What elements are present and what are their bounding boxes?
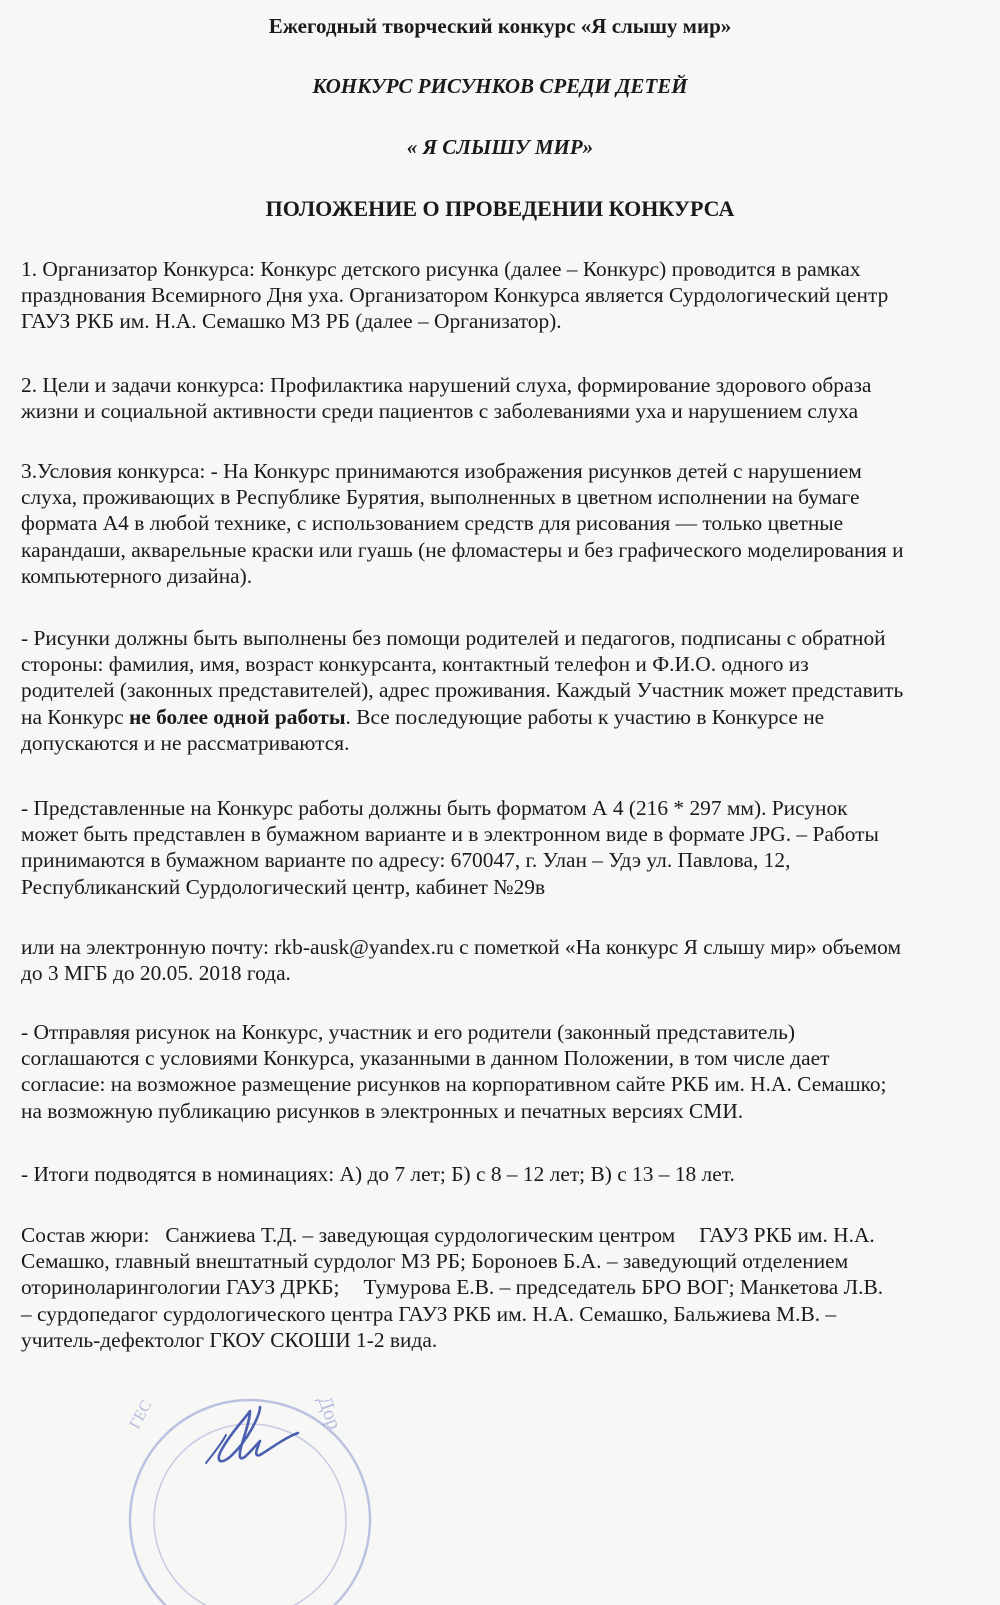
paragraph-line: или на электронную почту: rkb-ausk@yandex.ru с пометкой «На конкурс Я слышу мир» объемом (21, 935, 902, 959)
paragraph-line: может быть представлен в бумажном варианте и в электронном виде в формате JPG. – Работы (21, 822, 879, 847)
official-stamp (110, 1345, 450, 1605)
line-text: оториноларингологии ГАУЗ ДРКБ; (21, 1275, 340, 1300)
paragraph-line: компьютерного дизайна). (21, 563, 253, 588)
line-text: Санжиева Т.Д. – заведующая сурдологическим центром (165, 1223, 676, 1247)
paragraph-line: допускаются и не рассматриваются. (21, 730, 350, 755)
paragraph-line (21, 704, 1000, 730)
paragraph-line: стороны: фамилия, имя, возраст конкурсанта, контактный телефон и Ф.И.О. одного из (21, 652, 809, 677)
line-text: Тумурова Е.В. – председатель БРО ВОГ; Манкетова Л.В. (363, 1275, 884, 1300)
line-text: . Все последующие работы к участию в Конкурсе не (345, 704, 825, 729)
drawing-contest-heading: КОНКУРС РИСУНКОВ СРЕДИ ДЕТЕЙ (312, 74, 688, 98)
paragraph-line: формата А4 в любой технике, с использованием средств для рисования — только цветные (21, 511, 844, 536)
organizer-paragraph (21, 256, 1000, 335)
paragraph-line: согласие: на возможное размещение рисунков на корпоративном сайте РКБ им. Н.А. Семашко; (21, 1072, 887, 1097)
conditions-paragraph (21, 458, 1000, 589)
paragraph-line: родителей (законных представителей), адрес проживания. Каждый Участник может представить (21, 678, 904, 703)
paragraph-line: – сурдопедагог сурдологического центра ГАУЗ РКБ им. Н.А. Семашко, Бальжиева М.В. – (21, 1301, 837, 1326)
slogan-heading: « Я СЛЫШУ МИР» (406, 135, 594, 159)
jury-paragraph (21, 1222, 1000, 1353)
stamp-text-fragment: Дор (313, 1393, 346, 1433)
paragraph-line: - Итоги подводятся в номинациях: А) до 7 лет; Б) с 8 – 12 лет; В) с 13 – 18 лет. (21, 1162, 735, 1186)
paragraph-line: соглашаются с условиями Конкурса, указанными в данном Положении, в том числе дает (21, 1046, 830, 1071)
stamp-text-fragment: ГЕС (126, 1397, 156, 1432)
emphasis-text: не более одной работы (128, 704, 346, 729)
paragraph-line (21, 1274, 1000, 1300)
jury-label: Состав жюри: (21, 1223, 150, 1247)
paragraph-line: ГАУЗ РКБ им. Н.А. Семашко МЗ РБ (далее – Организатор). (21, 309, 562, 334)
goals-paragraph (21, 372, 1000, 424)
paragraph-line: празднования Всемирного Дня уха. Организатором Конкурса является Сурдологический центр (21, 283, 889, 308)
paragraph-line: 1. Организатор Конкурса: Конкурс детского рисунка (далее – Конкурс) проводится в рамках (21, 257, 861, 281)
paragraph-line: Республиканский Сурдологический центр, кабинет №29в (21, 874, 546, 899)
line-text: ГАУЗ РКБ им. Н.А. (699, 1223, 875, 1247)
signature (219, 1407, 298, 1461)
paragraph-line: учитель-дефектолог ГКОУ СКОШИ 1-2 вида. (21, 1327, 438, 1352)
results-paragraph (21, 1161, 1000, 1187)
rules-title: ПОЛОЖЕНИЕ О ПРОВЕДЕНИИ КОНКУРСА (265, 196, 735, 221)
format-paragraph (21, 795, 1000, 900)
consent-paragraph (21, 1019, 1000, 1124)
paragraph-line: карандаши, акварельные краски или гуашь (не фломастеры и без графического моделирования и (21, 537, 904, 562)
paragraph-line: 2. Цели и задачи конкурса: Профилактика нарушений слуха, формирование здорового образа (21, 373, 872, 397)
paragraph-line (21, 1222, 1000, 1248)
drawing-rules-paragraph (21, 625, 1000, 756)
paragraph-line: слуха, проживающих в Республике Бурятия, выполненных в цветном исполнении на бумаге (21, 485, 860, 510)
paragraph-line: - Рисунки должны быть выполнены без помощи родителей и педагогов, подписаны с обратной (21, 626, 886, 650)
line-text: на Конкурс (21, 704, 129, 729)
paragraph-line: принимаются в бумажном варианте по адресу: 670047, г. Улан – Удэ ул. Павлова, 12, (21, 848, 791, 873)
paragraph-line: жизни и социальной активности среди пациентов с заболеваниями уха и нарушением слуха (21, 399, 859, 424)
paragraph-line: на возможную публикацию рисунков в электронных и печатных версиях СМИ. (21, 1098, 744, 1123)
paragraph-line: - Отправляя рисунок на Конкурс, участник и его родители (законный представитель) (21, 1020, 795, 1044)
contest-title: Ежегодный творческий конкурс «Я слышу мир» (268, 14, 732, 38)
email-paragraph (21, 934, 1000, 986)
paragraph-line: - Представленные на Конкурс работы должны быть форматом А 4 (216 * 297 мм). Рисунок (21, 796, 848, 820)
paragraph-line: Семашко, главный внештатный сурдолог МЗ РБ; Бороноев Б.А. – заведующий отделением (21, 1249, 849, 1274)
paragraph-line: 3.Условия конкурса: - На Конкурс принимаются изображения рисунков детей с нарушением (21, 459, 862, 483)
paragraph-line: до 3 МГБ до 20.05. 2018 года. (21, 961, 291, 986)
